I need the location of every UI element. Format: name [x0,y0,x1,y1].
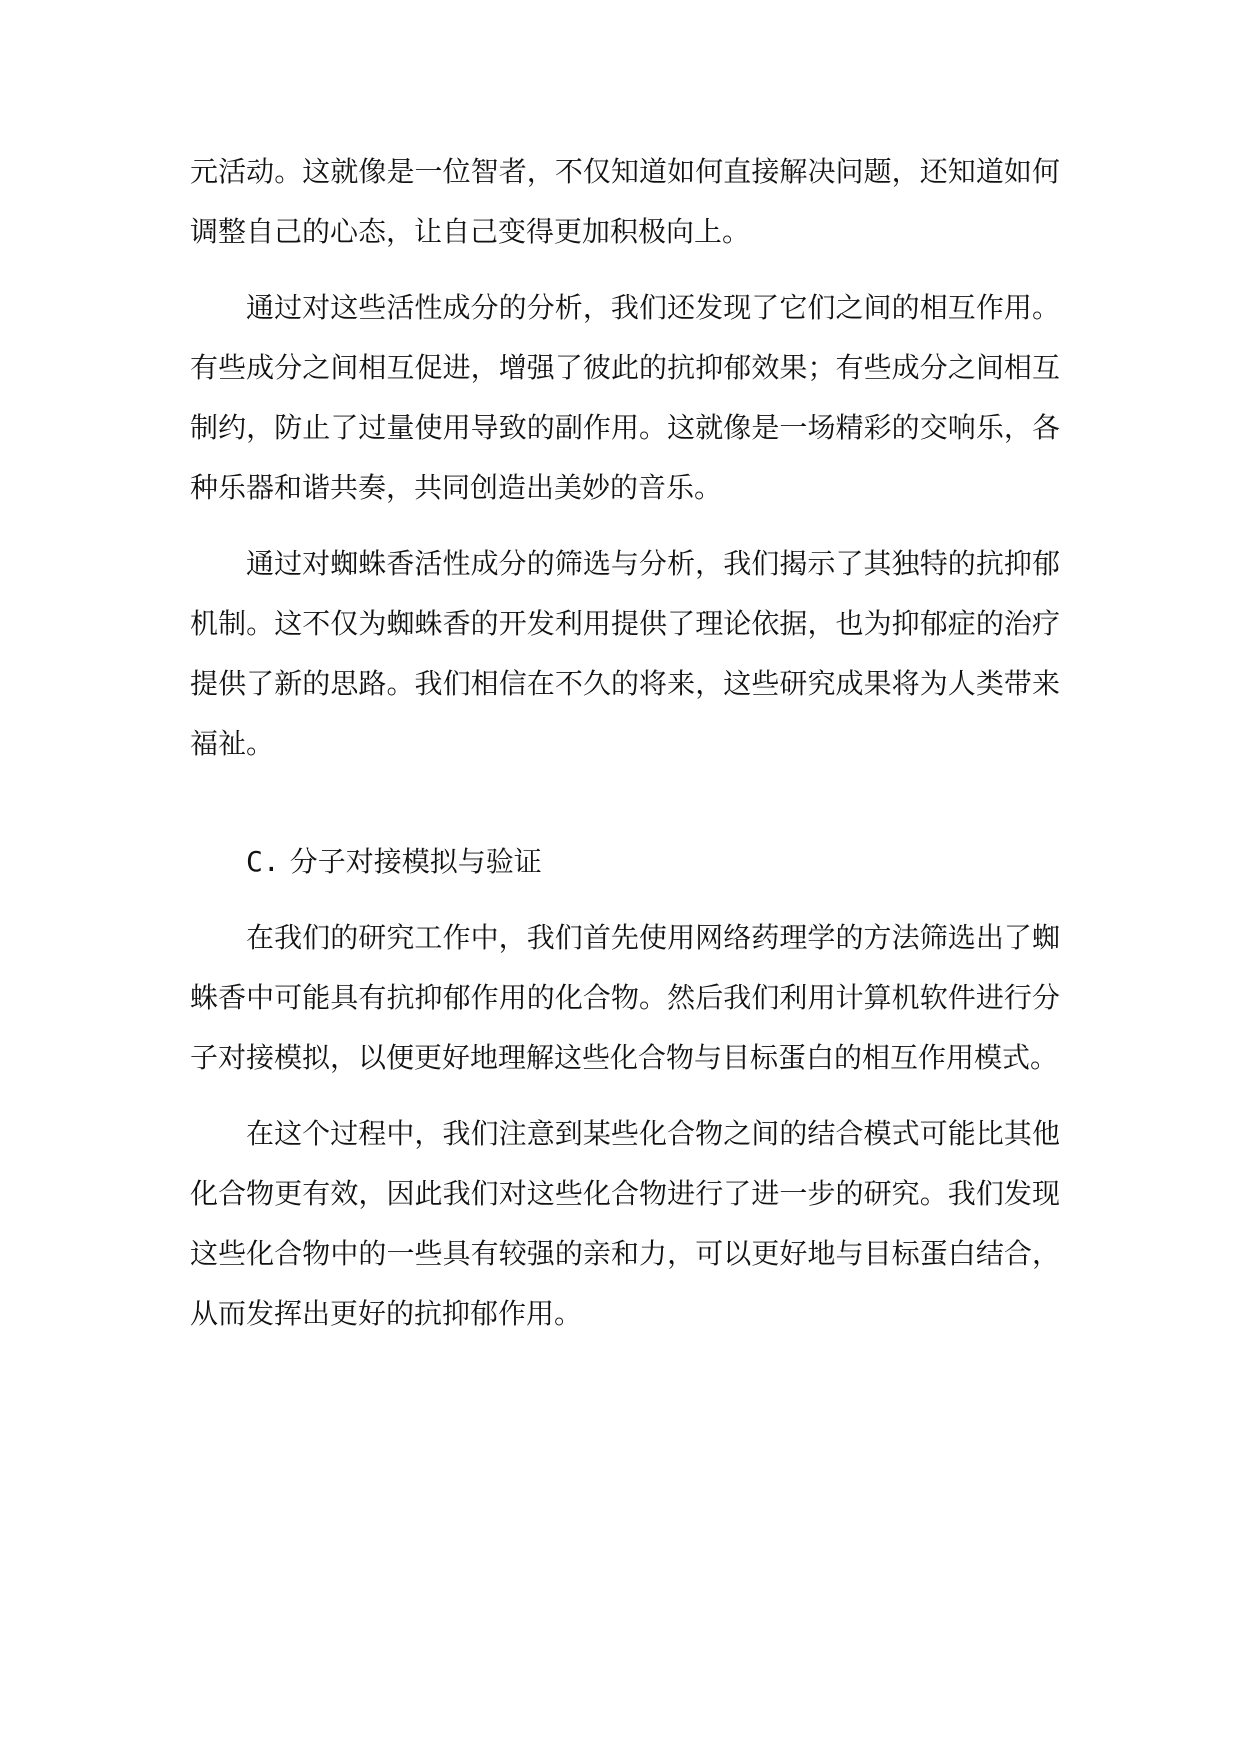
section-heading [190,832,1060,892]
paragraph-docking-intro: 在我们的研究工作中，我们首先使用网络药理学的方法筛选出了蜘蛛香中可能具有抗抑郁作用的化合物。然后我们利用计算机软件进行分子对接模拟，以便更好地理解这些化合物与目标蛋白的相互作用模式。 [190,921,1060,1074]
section-number: C. [246,845,280,878]
paragraph-continuation: 元活动。这就像是一位智者，不仅知道如何直接解决问题，还知道如何调整自己的心态，让自己变得更加积极向上。 [190,155,1060,248]
section-title: 分子对接模拟与验证 [289,845,542,878]
paragraph-docking-findings: 在这个过程中，我们注意到某些化合物之间的结合模式可能比其他化合物更有效，因此我们对这些化合物进行了进一步的研究。我们发现这些化合物中的一些具有较强的亲和力，可以更好地与目标蛋白结合，从而发挥出更好的抗抑郁作用。 [190,1117,1060,1330]
paragraph-interactions: 通过对这些活性成分的分析，我们还发现了它们之间的相互作用。有些成分之间相互促进，增强了彼此的抗抑郁效果；有些成分之间相互制约，防止了过量使用导致的副作用。这就像是一场精彩的交响乐，各种乐器和谐共奏，共同创造出美妙的音乐。 [190,291,1060,504]
document-body [190,142,1060,1344]
paragraph-mechanism: 通过对蜘蛛香活性成分的筛选与分析，我们揭示了其独特的抗抑郁机制。这不仅为蜘蛛香的开发利用提供了理论依据，也为抑郁症的治疗提供了新的思路。我们相信在不久的将来，这些研究成果将为人类带来福祉。 [190,547,1060,760]
